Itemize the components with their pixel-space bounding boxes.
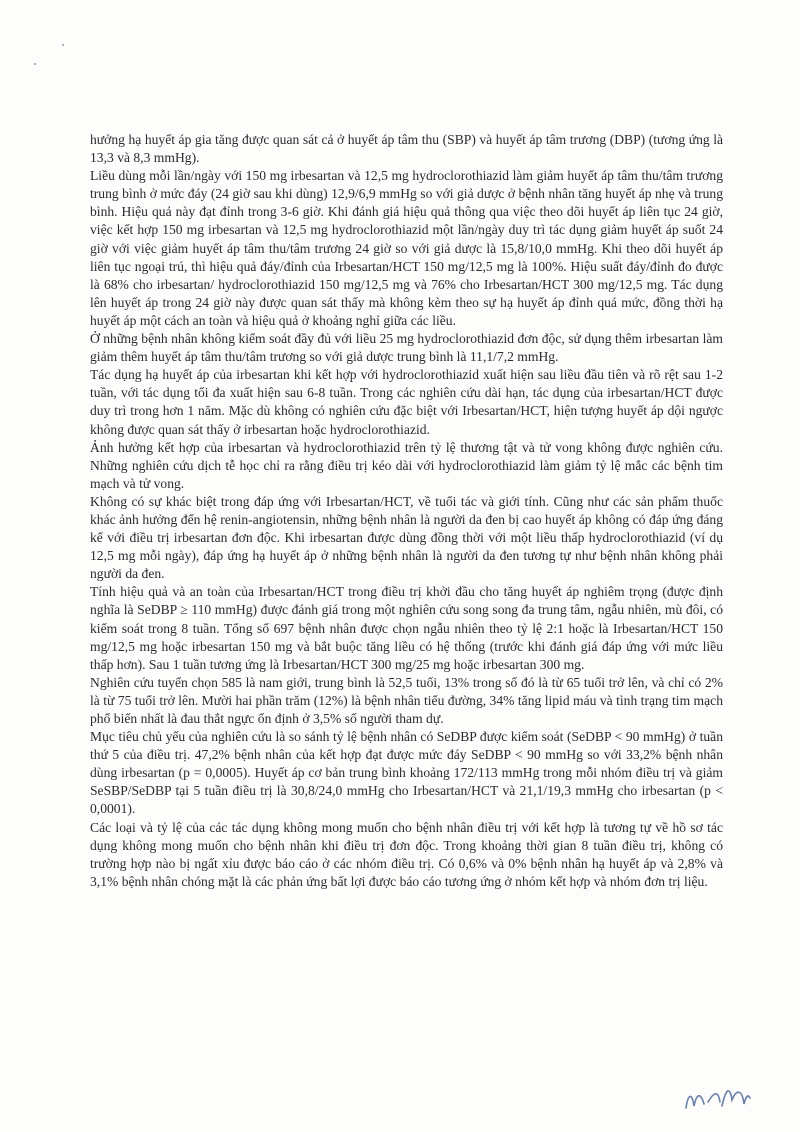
paragraph: Liều dùng mỗi lần/ngày với 150 mg irbesartan và 12,5 mg hydroclorothiazid làm giảm huyết áp tâm thu/tâm trương trung bình ở mức đáy (24 giờ sau khi dùng) 12,9/6,9 mmHg so với giả dược ở bệnh nhân tăng huyết áp nhẹ và trung bình. Hiệu quả này đạt đỉnh trong 3-6 giờ. Khi đánh giá hiệu quả thông qua việc theo dõi huyết áp liên tục 24 giờ, việc kết hợp 150 mg irbesartan và 12,5 mg hydroclorothiazid một lần/ngày duy trì tác dụng giảm huyết áp suốt 24 giờ với việc giảm huyết áp tâm thu/tâm trương 24 giờ so với giả dược là 15,8/10,0 mmHg. Khi theo dõi huyết áp liên tục ngoại trú, thì hiệu quả đáy/đỉnh của Irbesartan/HCT 150 mg/12,5 mg là 100%. Hiệu suất đáy/đỉnh đo được là 68% cho irbesartan/ hydroclorothiazid 150 mg/12,5 mg và 76% cho Irbesartan/HCT 300 mg/12,5 mg. Tác dụng lên huyết áp trong 24 giờ này được quan sát thấy mà không kèm theo sự hạ huyết áp đỉnh quá mức, đồng thời hạ huyết áp một cách an toàn và hiệu quả ở khoảng nghỉ giữa các liều. — [90, 168, 723, 328]
body-text — [90, 131, 723, 891]
paragraph: Các loại và tỷ lệ của các tác dụng không mong muốn cho bệnh nhân điều trị với kết hợp là tương tự về hồ sơ tác dụng không mong muốn cho bệnh nhân khi điều trị đơn độc. Trong khoảng thời gian 8 tuần điều trị, không có trường hợp nào bị ngất xỉu được báo cáo ở các nhóm điều trị. Có 0,6% và 0% bệnh nhân hạ huyết áp và 2,8% và 3,1% bệnh nhân chóng mặt là các phản ứng bất lợi được báo cáo tương ứng ở nhóm kết hợp và nhóm đơn trị liệu. — [90, 819, 723, 889]
handwritten-signature — [682, 1080, 752, 1116]
scan-speck — [62, 44, 64, 46]
paragraph: hưởng hạ huyết áp gia tăng được quan sát cả ở huyết áp tâm thu (SBP) và huyết áp tâm trương (DBP) (tương ứng là 13,3 và 8,3 mmHg). — [90, 132, 723, 166]
scan-speck — [34, 63, 36, 65]
paragraph: Mục tiêu chủ yếu của nghiên cứu là so sánh tỷ lệ bệnh nhân có SeDBP được kiểm soát (SeDBP < 90 mmHg) ở tuần thứ 5 của điều trị. 47,2% bệnh nhân của kết hợp đạt được mức đáy SeDBP < 90 mmHg so với 33,2% bệnh nhân dùng irbesartan (p = 0,0005). Huyết áp cơ bản trung bình khoảng 172/113 mmHg trong mỗi nhóm điều trị và giảm SeSBP/SeDBP tại 5 tuần điều trị là 30,8/24,0 mmHg cho Irbesartan/HCT và 21,1/19,3 mmHg cho irbesartan (p < 0,0001). — [90, 729, 723, 817]
paragraph: Nghiên cứu tuyển chọn 585 là nam giới, trung bình là 52,5 tuổi, 13% trong số đó là từ 65 tuổi trở lên, và chỉ có 2% là từ 75 tuổi trở lên. Mười hai phần trăm (12%) là bệnh nhân tiểu đường, 34% tăng lipid máu và tình trạng tim mạch phổ biến nhất là đau thắt ngực ổn định ở 3,5% số người tham dự. — [90, 674, 723, 726]
paragraph: Tính hiệu quả và an toàn của Irbesartan/HCT trong điều trị khởi đầu cho tăng huyết áp nghiêm trọng (được định nghĩa là SeDBP ≥ 110 mmHg) được đánh giá trong một nghiên cứu song song đa trung tâm, ngẫu nhiên, mù đôi, có kiểm soát trong 8 tuần. Tổng số 697 bệnh nhân được chọn ngẫu nhiên theo tỷ lệ 2:1 hoặc là Irbesartan/HCT 150 mg/12,5 mg hoặc irbesartan 150 mg và bắt buộc tăng liều có hệ thống (trước khi đánh giá đáp ứng với mức liều thấp hơn). Sau 1 tuần tương ứng là Irbesartan/HCT 300 mg/25 mg hoặc irbesartan 300 mg. — [90, 584, 723, 672]
paragraph: Ảnh hưởng kết hợp của irbesartan và hydroclorothiazid trên tỷ lệ thương tật và tử vong không được nghiên cứu. Những nghiên cứu dịch tễ học chỉ ra rằng điều trị kéo dài với hydroclorothiazid làm giảm tỷ lệ mắc các bệnh tim mạch và tử vong. — [90, 439, 723, 491]
paragraph: Ở những bệnh nhân không kiểm soát đầy đủ với liều 25 mg hydroclorothiazid đơn độc, sử dụng thêm irbesartan làm giảm thêm huyết áp tâm thu/tâm trương so với giả dược trung bình là 11,1/7,2 mmHg. — [90, 331, 723, 365]
paragraph: Tác dụng hạ huyết áp của irbesartan khi kết hợp với hydroclorothiazid xuất hiện sau liều đầu tiên và rõ rệt sau 1-2 tuần, với tác dụng tối đa xuất hiện sau 6-8 tuần. Trong các nghiên cứu dài hạn, tác dụng của irbesartan/HCT được duy trì trong hơn 1 năm. Mặc dù không có nghiên cứu đặc biệt với Irbesartan/HCT, hiện tượng huyết áp dội ngược không được quan sát thấy ở irbesartan hoặc hydroclorothiazid. — [90, 367, 723, 437]
paragraph: Không có sự khác biệt trong đáp ứng với Irbesartan/HCT, về tuổi tác và giới tính. Cũng như các sản phẩm thuốc khác ảnh hưởng đến hệ renin-angiotensin, những bệnh nhân là người da đen bị cao huyết áp không có đáp ứng đáng kể với điều trị irbesartan đơn độc. Khi irbesartan được dùng đồng thời với một liều thấp hydroclorothiazid (ví dụ 12,5 mg mỗi ngày), đáp ứng hạ huyết áp ở những bệnh nhân là người da đen tương tự như bệnh nhân không phải người da đen. — [90, 493, 723, 582]
